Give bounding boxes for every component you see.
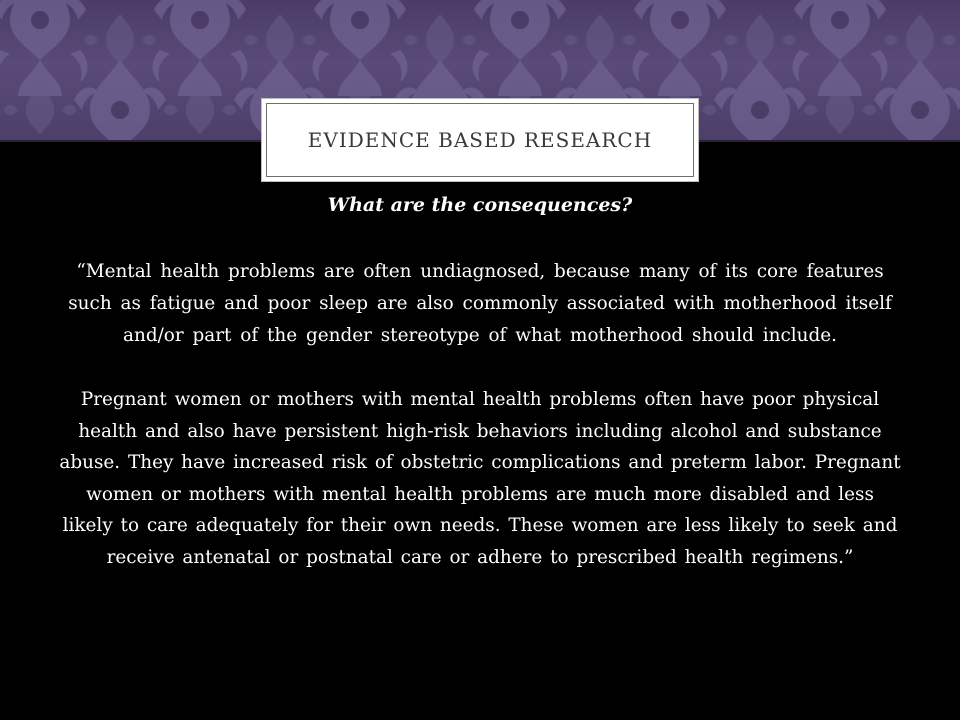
quote-paragraph-2: Pregnant women or mothers with mental health problems often have poor physical health and also have persistent high-risk behaviors including alcohol and substance abuse. They have increased risk of obstetric complications and preterm labor. Pregnant women or mothers with mental health problems are much more disabled and less likely to care adequately for their own needs. These women are less likely to seek and receive antenatal or postnatal care or adhere to prescribed health regimens.”	[59, 389, 901, 568]
question-heading: What are the consequences?	[327, 194, 633, 216]
slide-title: EVIDENCE BASED RESEARCH	[307, 128, 653, 152]
title-box	[261, 98, 699, 182]
slide-content	[58, 190, 902, 573]
title-inner-frame	[266, 103, 694, 177]
quote-paragraph-1: “Mental health problems are often undiagnosed, because many of its core features such as fatigue and poor sleep are also commonly associated with motherhood itself and/or part of the gender stereotype of what motherhood should include.	[68, 261, 892, 346]
